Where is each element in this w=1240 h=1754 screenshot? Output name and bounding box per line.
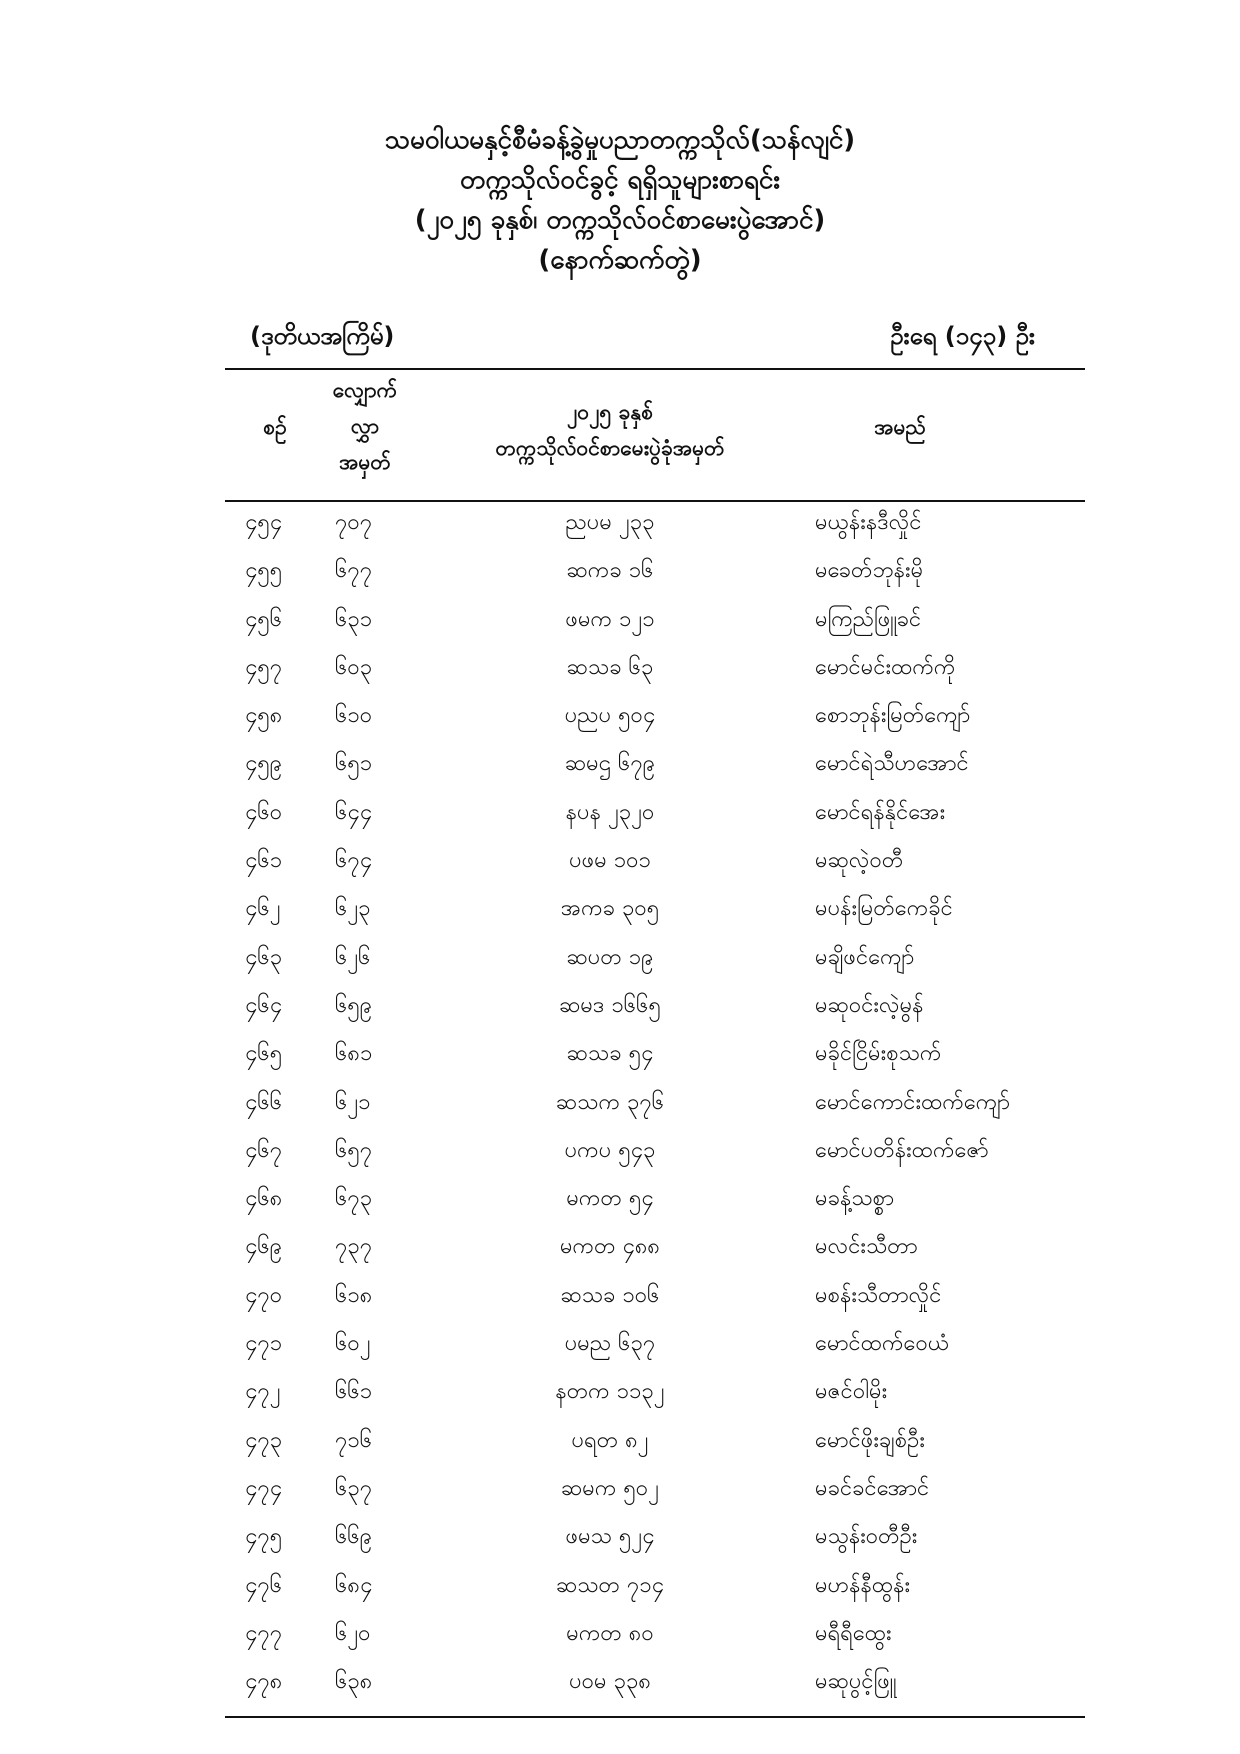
table-bottom-rule <box>225 1716 1085 1718</box>
student-name: မောင်ဖိုးချစ်ဦး <box>815 1427 925 1453</box>
student-name: မောင်ရဲသီဟအောင် <box>815 751 969 777</box>
header-roll-line: အမှတ် <box>339 450 391 474</box>
student-name: မဆုလဲ့ဝတီ <box>815 848 904 874</box>
application-number: ၆၇၃ <box>335 1186 373 1212</box>
table-top-rule <box>225 368 1085 370</box>
exam-roll-number: ဆမက ၅၀၂ <box>561 1475 659 1501</box>
student-name: မောင်ထက်ဝေယံ <box>815 1331 950 1357</box>
application-number: ၇၃၇ <box>335 1234 373 1260</box>
student-name: မဆုပွင့်ဖြူ <box>815 1669 897 1695</box>
exam-roll-number: ဆပတ ၁၉ <box>566 944 654 970</box>
exam-roll-number: ပ၀မ ၃၃၈ <box>569 1669 651 1695</box>
application-number: ၆၂၀ <box>335 1620 371 1646</box>
table-row <box>225 698 1085 746</box>
row-number: ၄၆၄ <box>245 992 283 1018</box>
row-number: ၄၅၄ <box>245 510 283 535</box>
application-number: ၆၈၄ <box>335 1572 373 1598</box>
application-number: ၇၁၆ <box>335 1427 373 1453</box>
row-number: ၄၆၁ <box>245 848 283 874</box>
student-name: မစန်းသီတာလှိုင် <box>815 1282 942 1308</box>
title-university: သမဝါယမနှင့်စီမံခန့်ခွဲမှုပညာတက္ကသိုလ်(သန်လျင်) <box>384 125 856 155</box>
table-row <box>225 553 1085 601</box>
count-label: ဦးရေ (၁၄၃) ဦး <box>890 322 1035 350</box>
student-name: မဇင်ဝါမိုး <box>815 1379 888 1405</box>
application-number: ၆၇၇ <box>335 558 373 584</box>
student-name: မသွန်းဝတီဦး <box>815 1524 918 1550</box>
table-row <box>225 1616 1085 1664</box>
row-number: ၄၅၉ <box>245 751 283 777</box>
exam-roll-number: နပန ၂၃၂၀ <box>565 799 655 825</box>
student-name: မချိဖင်ကျော် <box>815 944 915 970</box>
table-row <box>225 1471 1085 1519</box>
application-number: ၆၃၈ <box>335 1669 373 1695</box>
row-number: ၄၅၆ <box>245 606 283 632</box>
table-row <box>225 1181 1085 1229</box>
exam-roll-number: နတက ၁၁၃၂ <box>555 1379 665 1405</box>
student-name: မဟန်နီထွန်း <box>815 1572 911 1598</box>
row-number: ၄၇၀ <box>245 1282 283 1308</box>
row-number: ၄၅၅ <box>245 558 283 584</box>
exam-roll-number: မကတ ၈၀ <box>566 1620 654 1646</box>
application-number: ၆၆၁ <box>335 1379 373 1405</box>
exam-roll-number: ညပမ ၂၃၃ <box>565 510 655 535</box>
row-number: ၄၆၆ <box>245 1089 283 1115</box>
table-row <box>225 602 1085 650</box>
row-number: ၄၇၁ <box>245 1331 283 1357</box>
header-roll-line: လျှောက် <box>332 378 398 402</box>
student-name: မောင်ကောင်းထက်ကျော် <box>815 1089 1010 1115</box>
table-row <box>225 843 1085 891</box>
application-number: ၆၅၁ <box>335 751 373 777</box>
row-number: ၄၇၅ <box>245 1524 283 1550</box>
exam-roll-number: ပမည ၆၃၇ <box>564 1331 656 1357</box>
row-number: ၄၆၈ <box>245 1186 283 1212</box>
row-number: ၄၇၃ <box>245 1427 283 1453</box>
row-number: ၄၇၆ <box>245 1572 283 1598</box>
exam-roll-number: ဆမဒ ၁၆၆၅ <box>559 992 661 1018</box>
exam-roll-number: ဆသက ၃၇၆ <box>555 1089 665 1115</box>
table-row <box>225 795 1085 843</box>
header-exam-line: ၂၀၂၅ ခုနှစ် <box>566 400 654 424</box>
title-appendix: (နောက်ဆက်တွဲ) <box>538 245 702 275</box>
exam-roll-number: ဆမဌ ၆၇၉ <box>564 751 656 777</box>
exam-roll-number: ဆသခ ၆၃ <box>566 654 654 680</box>
header-roll <box>310 372 420 480</box>
application-number: ၆၇၄ <box>335 848 373 874</box>
student-name: မရီရီထွေး <box>815 1620 892 1646</box>
row-number: ၄၆၅ <box>245 1041 283 1067</box>
student-name: မလင်းသီတာ <box>815 1234 918 1260</box>
row-number: ၄၆၉ <box>245 1234 283 1260</box>
application-number: ၆၁၀ <box>335 703 373 729</box>
application-number: ၆၆၉ <box>335 1524 373 1550</box>
exam-roll-number: ဖမက ၁၂၁ <box>565 606 655 632</box>
student-name: မယွန်းနဒီလှိုင် <box>815 510 922 535</box>
row-number: ၄၅၇ <box>245 654 283 680</box>
exam-roll-number: အကခ ၃၀၅ <box>560 896 660 922</box>
student-name: မောင်ပတိန်းထက်ဇော် <box>815 1137 989 1163</box>
table-row <box>225 1664 1085 1712</box>
title-list: တက္ကသိုလ်ဝင်ခွင့် ရရှိသူများစာရင်း <box>460 165 780 195</box>
student-name: မကြည်ဖြူခင် <box>815 606 922 632</box>
application-number: ၆၈၁ <box>335 1041 373 1067</box>
application-number: ၆၀၃ <box>335 654 373 680</box>
row-number: ၄၆၀ <box>245 799 283 825</box>
row-number: ၄၇၇ <box>245 1620 283 1646</box>
exam-roll-number: ပရတ ၈၂ <box>571 1427 649 1453</box>
title-exam-year: (၂၀၂၅ ခုနှစ်၊ တက္ကသိုလ်ဝင်စာမေးပွဲအောင်) <box>414 205 826 235</box>
student-name: မခေတ်ဘုန်းမို <box>815 558 924 584</box>
header-roll-line: လွှာ <box>350 414 380 438</box>
student-name: မခင်ခင်အောင် <box>815 1475 930 1501</box>
header-no: စဉ် <box>263 415 287 439</box>
table-row <box>225 1519 1085 1567</box>
row-number: ၄၇၄ <box>245 1475 283 1501</box>
exam-roll-number: ဆသခ ၁၀၆ <box>560 1282 660 1308</box>
exam-roll-number: မကတ ၅၄ <box>566 1186 654 1212</box>
header-name: အမည် <box>874 415 926 439</box>
table-row <box>225 1278 1085 1326</box>
table-row <box>225 988 1085 1036</box>
exam-roll-number: ဆသခ ၅၄ <box>566 1041 654 1067</box>
application-number: ၆၃၇ <box>335 1475 373 1501</box>
table-body <box>225 505 1085 1712</box>
student-name: မောင်ရန်နိုင်အေး <box>815 799 946 825</box>
application-number: ၆၂၁ <box>335 1089 371 1115</box>
row-number: ၄၆၂ <box>245 896 281 922</box>
table-row <box>225 1326 1085 1374</box>
table-row <box>225 1133 1085 1181</box>
table-row <box>225 940 1085 988</box>
application-number: ၆၄၄ <box>335 799 373 825</box>
row-number: ၄၇၈ <box>245 1669 283 1695</box>
application-number: ၆၁၈ <box>335 1282 373 1308</box>
application-number: ၆၅၇ <box>335 1137 373 1163</box>
table-row <box>225 1423 1085 1471</box>
student-name: စောဘုန်းမြတ်ကျော် <box>815 703 971 729</box>
table-row <box>225 1568 1085 1616</box>
application-number: ၆၅၉ <box>335 992 373 1018</box>
table-row <box>225 505 1085 553</box>
table-row <box>225 1036 1085 1084</box>
table-row <box>225 746 1085 794</box>
table-row <box>225 1374 1085 1422</box>
table-row <box>225 891 1085 939</box>
application-number: ၆၀၂ <box>335 1331 371 1357</box>
document-title <box>0 120 1240 280</box>
application-number: ၇၀၇ <box>335 510 373 535</box>
header-exam <box>415 394 805 466</box>
application-number: ၆၂၆ <box>335 944 371 970</box>
exam-roll-number: ဆကခ ၁၆ <box>566 558 654 584</box>
student-name: မောင်မင်းထက်ကို <box>815 654 956 680</box>
exam-roll-number: ဆသတ ၇၁၄ <box>555 1572 665 1598</box>
exam-roll-number: ပကပ ၅၄၃ <box>564 1137 656 1163</box>
header-exam-line: တက္ကသိုလ်ဝင်စာမေးပွဲခုံအမှတ် <box>495 436 725 460</box>
table-header <box>225 372 1085 500</box>
student-name: မခန့်သစ္စာ <box>815 1186 895 1212</box>
exam-roll-number: ဖမသ ၅၂၄ <box>565 1524 655 1550</box>
student-name: မဆုဝင်းလဲ့မွန် <box>815 992 924 1018</box>
table-row <box>225 1085 1085 1133</box>
table-header-rule <box>225 500 1085 502</box>
exam-roll-number: ပညပ ၅၀၄ <box>564 703 656 729</box>
table-row <box>225 650 1085 698</box>
student-name: မပန်းမြတ်ကေခိုင် <box>815 896 953 922</box>
exam-roll-number: မကတ ၄၈၈ <box>559 1234 661 1260</box>
exam-roll-number: ပဖမ ၁၀၁ <box>569 848 651 874</box>
application-number: ၆၃၁ <box>335 606 373 632</box>
student-name: မခိုင်ငြိမ်းစုသက် <box>815 1041 942 1067</box>
row-number: ၄၅၈ <box>245 703 283 729</box>
row-number: ၄၆၇ <box>245 1137 283 1163</box>
row-number: ၄၆၃ <box>245 944 283 970</box>
application-number: ၆၂၃ <box>335 896 371 922</box>
table-row <box>225 1229 1085 1277</box>
row-number: ၄၇၂ <box>245 1379 281 1405</box>
batch-label: (ဒုတိယအကြိမ်) <box>250 322 395 350</box>
